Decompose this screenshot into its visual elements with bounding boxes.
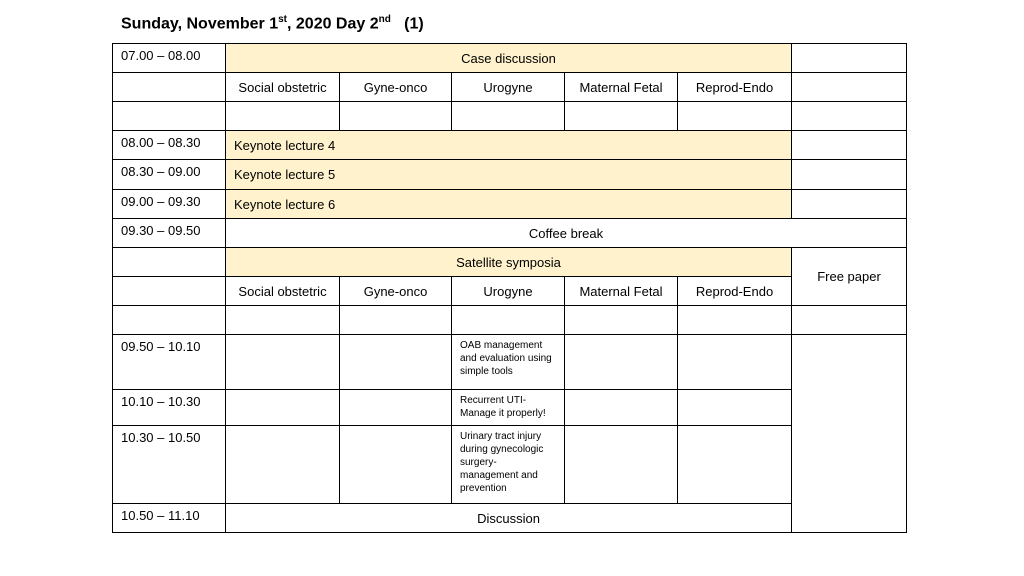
table-row	[113, 131, 907, 160]
empty-cell	[452, 306, 565, 335]
session-cell: OAB management and evaluation using simple tools	[452, 335, 565, 390]
empty-cell	[678, 335, 792, 390]
empty-cell	[113, 73, 226, 102]
empty-cell	[565, 335, 678, 390]
table-row	[113, 248, 907, 277]
empty-cell	[792, 335, 907, 533]
empty-cell	[678, 390, 792, 426]
coffee-break-cell: Coffee break	[226, 219, 907, 248]
time-cell: 07.00 – 08.00	[113, 44, 226, 73]
table-row	[113, 277, 907, 306]
empty-cell	[452, 102, 565, 131]
empty-cell	[792, 73, 907, 102]
table-row	[113, 44, 907, 73]
time-cell: 08.00 – 08.30	[113, 131, 226, 160]
empty-cell	[792, 44, 907, 73]
track-header: Urogyne	[452, 277, 565, 306]
table-row	[113, 335, 907, 390]
track-header: Reprod-Endo	[678, 277, 792, 306]
page-title: Sunday, November 1st, 2020 Day 2nd (1)	[121, 14, 424, 33]
time-cell: 10.50 – 11.10	[113, 504, 226, 533]
track-header: Reprod-Endo	[678, 73, 792, 102]
track-header: Maternal Fetal	[565, 277, 678, 306]
empty-cell	[226, 390, 340, 426]
track-header: Social obstetric	[226, 277, 340, 306]
empty-cell	[340, 306, 452, 335]
time-cell: 10.30 – 10.50	[113, 426, 226, 504]
track-header: Social obstetric	[226, 73, 340, 102]
empty-cell	[226, 102, 340, 131]
empty-cell	[226, 306, 340, 335]
table-row	[113, 390, 907, 426]
table-row	[113, 73, 907, 102]
time-cell: 10.10 – 10.30	[113, 390, 226, 426]
empty-cell	[340, 390, 452, 426]
session-cell: Urinary tract injury during gynecologic surgery- management and prevention	[452, 426, 565, 504]
time-cell: 09.00 – 09.30	[113, 190, 226, 219]
empty-cell	[113, 306, 226, 335]
empty-cell	[678, 426, 792, 504]
empty-cell	[678, 102, 792, 131]
empty-cell	[792, 190, 907, 219]
empty-cell	[226, 426, 340, 504]
satellite-symposia-cell: Satellite symposia	[226, 248, 792, 277]
empty-cell	[792, 306, 907, 335]
table-row	[113, 190, 907, 219]
time-cell: 09.30 – 09.50	[113, 219, 226, 248]
empty-cell	[340, 102, 452, 131]
empty-cell	[340, 426, 452, 504]
table-row	[113, 306, 907, 335]
empty-cell	[565, 426, 678, 504]
empty-cell	[113, 248, 226, 277]
table-row	[113, 219, 907, 248]
empty-cell	[565, 390, 678, 426]
empty-cell	[678, 306, 792, 335]
empty-cell	[792, 131, 907, 160]
empty-cell	[113, 277, 226, 306]
empty-cell	[226, 335, 340, 390]
keynote-cell: Keynote lecture 4	[226, 131, 792, 160]
track-header: Gyne-onco	[340, 277, 452, 306]
track-header: Gyne-onco	[340, 73, 452, 102]
free-paper-cell: Free paper	[792, 248, 907, 306]
schedule-table	[112, 43, 907, 533]
time-cell: 09.50 – 10.10	[113, 335, 226, 390]
table-row	[113, 426, 907, 504]
time-cell: 08.30 – 09.00	[113, 160, 226, 190]
track-header: Maternal Fetal	[565, 73, 678, 102]
table-row	[113, 504, 907, 533]
empty-cell	[792, 102, 907, 131]
empty-cell	[340, 335, 452, 390]
discussion-cell: Discussion	[226, 504, 792, 533]
case-discussion-cell: Case discussion	[226, 44, 792, 73]
empty-cell	[113, 102, 226, 131]
empty-cell	[565, 102, 678, 131]
table-row	[113, 102, 907, 131]
empty-cell	[565, 306, 678, 335]
keynote-cell: Keynote lecture 5	[226, 160, 792, 190]
track-header: Urogyne	[452, 73, 565, 102]
session-cell: Recurrent UTI- Manage it properly!	[452, 390, 565, 426]
empty-cell	[792, 160, 907, 190]
keynote-cell: Keynote lecture 6	[226, 190, 792, 219]
table-row	[113, 160, 907, 190]
